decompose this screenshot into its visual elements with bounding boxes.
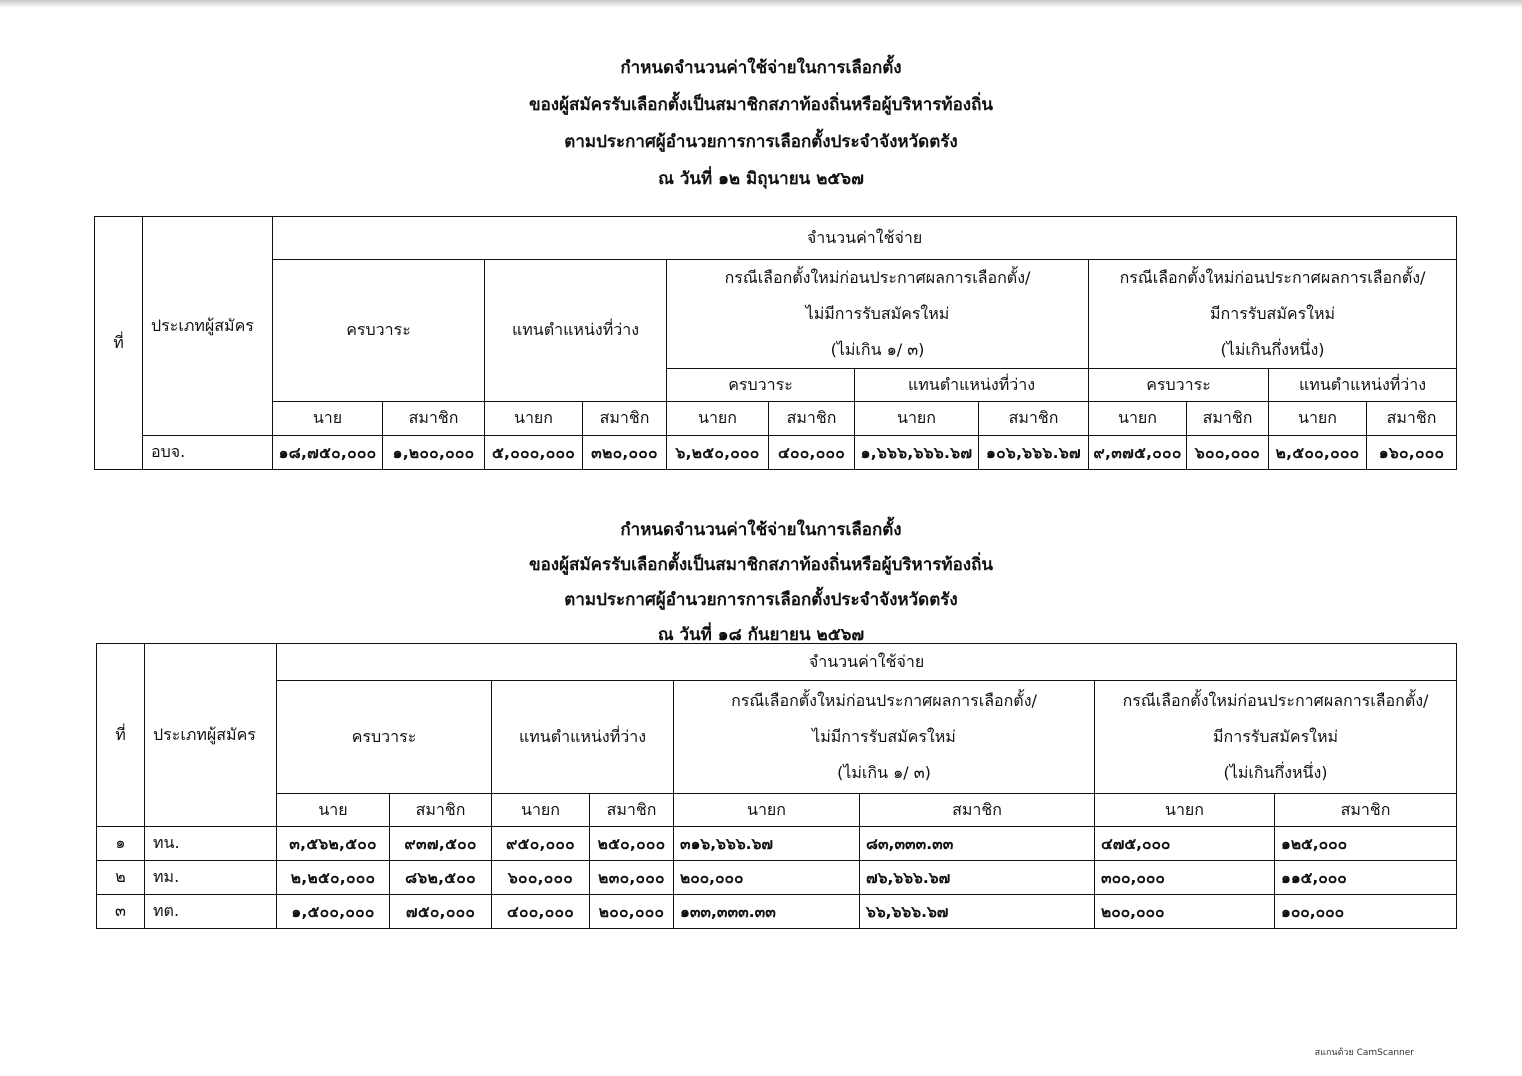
case-new-line2: มีการรับสมัครใหม่ [1209, 304, 1336, 323]
cell-value: ๔๐๐,๐๐๐ [769, 436, 855, 470]
case-new-header [1089, 260, 1457, 369]
section2-heading-line2: ของผู้สมัครรับเลือกตั้งเป็นสมาชิกสภาท้องถิ่นหรือผู้บริหารท้องถิ่น [528, 555, 994, 575]
sub-header: นายก [492, 794, 590, 827]
cell-value: ๒๐๐,๐๐๐ [1095, 895, 1275, 929]
sub-header: สมาชิก [583, 402, 667, 436]
case-no-new-header [667, 260, 1089, 369]
cell-value: ๓๐๐,๐๐๐ [1095, 861, 1275, 895]
case-no-new-header [674, 681, 1095, 794]
cell-value: ๗๕๐,๐๐๐ [390, 895, 492, 929]
full-term-header: ครบวาระ [273, 260, 485, 402]
cell-value: ๒,๕๐๐,๐๐๐ [1269, 436, 1367, 470]
sub-header: นายก [855, 402, 979, 436]
sub-header: สมาชิก [1187, 402, 1269, 436]
expense-table-1 [94, 216, 1457, 470]
cell-value: ๕,๐๐๐,๐๐๐ [485, 436, 583, 470]
section1-heading-line4: ณ วันที่ ๑๒ มิถุนายน ๒๕๖๗ [658, 169, 864, 189]
col-header-type: ประเภทผู้สมัคร [143, 217, 273, 436]
cell-value: ๒๐๐,๐๐๐ [674, 861, 860, 895]
case-new-vacancy: แทนตำแหน่งที่ว่าง [1269, 369, 1457, 402]
cell-value: ๑๑๕,๐๐๐ [1275, 861, 1457, 895]
sub-header: สมาชิก [383, 402, 485, 436]
cell-value: ๓๑๖,๖๖๖.๖๗ [674, 827, 860, 861]
cell-value: ๖๐๐,๐๐๐ [492, 861, 590, 895]
sub-header: นายก [1269, 402, 1367, 436]
section2-heading-line4: ณ วันที่ ๑๘ กันยายน ๒๕๖๗ [657, 625, 865, 645]
case-no-new-line2: ไม่มีการรับสมัครใหม่ [812, 727, 956, 746]
cell-value: ๙,๓๗๕,๐๐๐ [1089, 436, 1187, 470]
case-new-header [1095, 681, 1457, 794]
section2-heading-line1: กำหนดจำนวนค่าใช้จ่ายในการเลือกตั้ง [620, 520, 902, 540]
case-no-new-line2: ไม่มีการรับสมัครใหม่ [805, 304, 950, 323]
expense-header: จำนวนค่าใช้จ่าย [273, 217, 1457, 260]
sub-header: สมาชิก [1367, 402, 1457, 436]
cell-value: ๑๓๓,๓๓๓.๓๓ [674, 895, 860, 929]
case-no-new-line1: กรณีเลือกตั้งใหม่ก่อนประกาศผลการเลือกตั้ง/ [731, 691, 1037, 710]
cell-value: ๖๐๐,๐๐๐ [1187, 436, 1269, 470]
scan-edge [0, 0, 1522, 8]
cell-value: ๑,๕๐๐,๐๐๐ [277, 895, 390, 929]
case-no-new-full-term: ครบวาระ [667, 369, 855, 402]
col-header-no: ที่ [97, 644, 145, 827]
full-term-header: ครบวาระ [277, 681, 492, 794]
case-new-line1: กรณีเลือกตั้งใหม่ก่อนประกาศผลการเลือกตั้ง/ [1119, 268, 1426, 287]
cell-value: ๓๒๐,๐๐๐ [583, 436, 667, 470]
cell-value: ๓,๕๖๒,๕๐๐ [277, 827, 390, 861]
cell-value: ๔๗๕,๐๐๐ [1095, 827, 1275, 861]
col-header-no: ที่ [95, 217, 143, 470]
cell-value: ๑๐๖,๖๖๖.๖๗ [979, 436, 1089, 470]
case-no-new-line3: (ไม่เกิน ๑/ ๓) [837, 763, 931, 782]
case-no-new-line1: กรณีเลือกตั้งใหม่ก่อนประกาศผลการเลือกตั้ง/ [724, 268, 1031, 287]
cell-value: ๒๓๐,๐๐๐ [590, 861, 674, 895]
cell-value: ๑๐๐,๐๐๐ [1275, 895, 1457, 929]
case-new-line3: (ไม่เกินกึ่งหนึ่ง) [1223, 763, 1328, 782]
sub-header: นายก [674, 794, 860, 827]
sub-header: นาย [273, 402, 383, 436]
scanner-watermark: สแกนด้วย CamScanner [1314, 1048, 1414, 1058]
table-row [97, 827, 1457, 861]
cell-value: ๑๖๐,๐๐๐ [1367, 436, 1457, 470]
row-type: ทน. [145, 827, 277, 861]
expense-header: จำนวนค่าใช้จ่าย [277, 644, 1457, 681]
cell-value: ๒,๒๕๐,๐๐๐ [277, 861, 390, 895]
cell-value: ๑๘,๗๕๐,๐๐๐ [273, 436, 383, 470]
sub-header: นายก [667, 402, 769, 436]
cell-value: ๗๖,๖๖๖.๖๗ [860, 861, 1095, 895]
case-new-line1: กรณีเลือกตั้งใหม่ก่อนประกาศผลการเลือกตั้ง/ [1122, 691, 1429, 710]
sub-header: นายก [1095, 794, 1275, 827]
vacancy-header: แทนตำแหน่งที่ว่าง [492, 681, 674, 794]
cell-value: ๒๐๐,๐๐๐ [590, 895, 674, 929]
cell-value: ๙๓๗,๕๐๐ [390, 827, 492, 861]
section1-heading-line1: กำหนดจำนวนค่าใช้จ่ายในการเลือกตั้ง [620, 58, 902, 78]
vacancy-header: แทนตำแหน่งที่ว่าง [485, 260, 667, 402]
section1-heading [0, 50, 1522, 198]
section1-heading-line3: ตามประกาศผู้อำนวยการการเลือกตั้งประจำจังหวัดตรัง [564, 132, 958, 152]
sub-header: นายก [485, 402, 583, 436]
table-row [97, 861, 1457, 895]
sub-header: สมาชิก [979, 402, 1089, 436]
expense-table-2 [96, 643, 1457, 929]
case-new-line2: มีการรับสมัครใหม่ [1212, 727, 1339, 746]
sub-header: สมาชิก [769, 402, 855, 436]
sub-header: สมาชิก [1275, 794, 1457, 827]
sub-header: นาย [277, 794, 390, 827]
cell-value: ๘๖๒,๕๐๐ [390, 861, 492, 895]
cell-value: ๖๖,๖๖๖.๖๗ [860, 895, 1095, 929]
row-type: ทต. [145, 895, 277, 929]
row-type: อบจ. [143, 436, 273, 470]
case-no-new-vacancy: แทนตำแหน่งที่ว่าง [855, 369, 1089, 402]
section2-heading-line3: ตามประกาศผู้อำนวยการการเลือกตั้งประจำจังหวัดตรัง [564, 590, 958, 610]
table-row [97, 895, 1457, 929]
col-header-type: ประเภทผู้สมัคร [145, 644, 277, 827]
sub-header: สมาชิก [390, 794, 492, 827]
cell-value: ๒๕๐,๐๐๐ [590, 827, 674, 861]
row-no: ๑ [97, 827, 145, 861]
table-row [95, 436, 1457, 470]
case-new-line3: (ไม่เกินกึ่งหนึ่ง) [1220, 340, 1325, 359]
cell-value: ๔๐๐,๐๐๐ [492, 895, 590, 929]
sub-header: สมาชิก [860, 794, 1095, 827]
cell-value: ๖,๒๕๐,๐๐๐ [667, 436, 769, 470]
cell-value: ๑,๒๐๐,๐๐๐ [383, 436, 485, 470]
row-type: ทม. [145, 861, 277, 895]
row-no: ๓ [97, 895, 145, 929]
section1-heading-line2: ของผู้สมัครรับเลือกตั้งเป็นสมาชิกสภาท้องถิ่นหรือผู้บริหารท้องถิ่น [528, 95, 994, 115]
case-new-full-term: ครบวาระ [1089, 369, 1269, 402]
row-no: ๒ [97, 861, 145, 895]
sub-header: นายก [1089, 402, 1187, 436]
cell-value: ๙๕๐,๐๐๐ [492, 827, 590, 861]
sub-header: สมาชิก [590, 794, 674, 827]
section2-heading [0, 513, 1522, 653]
cell-value: ๘๓,๓๓๓.๓๓ [860, 827, 1095, 861]
case-no-new-line3: (ไม่เกิน ๑/ ๓) [830, 340, 925, 359]
cell-value: ๑,๖๖๖,๖๖๖.๖๗ [855, 436, 979, 470]
cell-value: ๑๒๕,๐๐๐ [1275, 827, 1457, 861]
